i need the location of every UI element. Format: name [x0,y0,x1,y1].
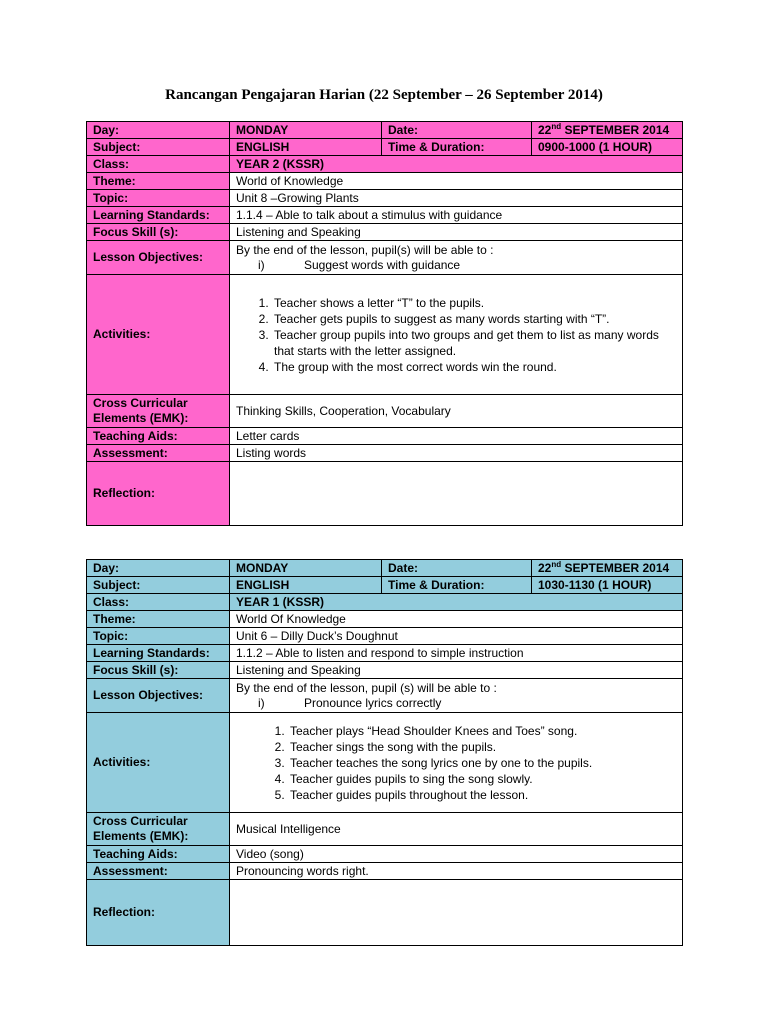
reflection-value[interactable] [230,880,683,946]
focus-skill-value: Listening and Speaking [230,224,683,241]
subject-label: Subject: [87,139,230,156]
class-label: Class: [87,156,230,173]
teaching-aids-label: Teaching Aids: [87,846,230,863]
list-item: 5. Teacher guides pupils throughout the lesson. [288,787,676,803]
activities-list [236,295,676,375]
time-label: Time & Duration: [382,139,532,156]
theme-value: World Of Knowledge [230,611,683,628]
class-value: YEAR 1 (KSSR) [230,594,683,611]
teaching-aids-value: Video (song) [230,846,683,863]
reflection-label: Reflection: [87,880,230,946]
learning-standards-value: 1.1.2 – Able to listen and respond to simple instruction [230,645,683,662]
learning-standards-label: Learning Standards: [87,207,230,224]
focus-skill-label: Focus Skill (s): [87,224,230,241]
list-item: 1. Teacher shows a letter “T” to the pupils. [272,295,676,311]
objective-item: i) Suggest words with guidance [258,257,461,272]
class-value: YEAR 2 (KSSR) [230,156,683,173]
assessment-value: Pronouncing words right. [230,863,683,880]
day-value: MONDAY [230,122,382,139]
list-item: 3. Teacher teaches the song lyrics one by one to the pupils. [288,755,676,771]
lesson-plan-table [86,121,683,526]
time-value: 0900-1000 (1 HOUR) [532,139,683,156]
page-title: Rancangan Pengajaran Harian (22 September – 26 September 2014) [165,87,603,103]
lesson-objectives-value [230,241,683,275]
teaching-aids-value: Letter cards [230,428,683,445]
subject-label: Subject: [87,577,230,594]
theme-label: Theme: [87,611,230,628]
date-value: 22nd SEPTEMBER 2014 [532,122,683,139]
time-label: Time & Duration: [382,577,532,594]
reflection-label: Reflection: [87,462,230,526]
learning-standards-label: Learning Standards: [87,645,230,662]
learning-standards-value: 1.1.4 – Able to talk about a stimulus with guidance [230,207,683,224]
objectives-intro: By the end of the lesson, pupil (s) will be able to : [236,680,497,695]
topic-label: Topic: [87,190,230,207]
date-label: Date: [382,122,532,139]
day-label: Day: [87,122,230,139]
objectives-intro: By the end of the lesson, pupil(s) will be able to : [236,242,494,257]
activities-label: Activities: [87,713,230,813]
lesson-objectives-label: Lesson Objectives: [87,241,230,275]
list-item: 2. Teacher sings the song with the pupils. [288,739,676,755]
assessment-label: Assessment: [87,445,230,462]
date-value: 22nd SEPTEMBER 2014 [532,560,683,577]
list-item: 4. The group with the most correct words win the round. [272,359,676,375]
focus-skill-label: Focus Skill (s): [87,662,230,679]
cross-curricular-label: Cross Curricular Elements (EMK): [87,395,230,428]
day-label: Day: [87,560,230,577]
date-label: Date: [382,560,532,577]
topic-value: Unit 6 – Dilly Duck’s Doughnut [230,628,683,645]
lesson-objectives-label: Lesson Objectives: [87,679,230,713]
list-item: 3. Teacher group pupils into two groups and get them to list as many words that starts with the letter assigned. [272,327,676,359]
focus-skill-value: Listening and Speaking [230,662,683,679]
assessment-label: Assessment: [87,863,230,880]
class-label: Class: [87,594,230,611]
cross-curricular-label: Cross Curricular Elements (EMK): [87,813,230,846]
reflection-value[interactable] [230,462,683,526]
activities-list [236,723,676,803]
teaching-aids-label: Teaching Aids: [87,428,230,445]
cross-curricular-value: Thinking Skills, Cooperation, Vocabulary [230,395,683,428]
time-value: 1030-1130 (1 HOUR) [532,577,683,594]
activities-value [230,713,683,813]
subject-value: ENGLISH [230,139,382,156]
list-item: 4. Teacher guides pupils to sing the song slowly. [288,771,676,787]
theme-label: Theme: [87,173,230,190]
activities-value [230,275,683,395]
list-item: 2. Teacher gets pupils to suggest as many words starting with “T”. [272,311,676,327]
day-value: MONDAY [230,560,382,577]
lesson-plan-table [86,559,683,946]
cross-curricular-value: Musical Intelligence [230,813,683,846]
objective-item: i) Pronounce lyrics correctly [258,695,442,710]
theme-value: World of Knowledge [230,173,683,190]
list-item: 1. Teacher plays “Head Shoulder Knees and Toes” song. [288,723,676,739]
topic-label: Topic: [87,628,230,645]
subject-value: ENGLISH [230,577,382,594]
lesson-objectives-value [230,679,683,713]
topic-value: Unit 8 –Growing Plants [230,190,683,207]
activities-label: Activities: [87,275,230,395]
assessment-value: Listing words [230,445,683,462]
